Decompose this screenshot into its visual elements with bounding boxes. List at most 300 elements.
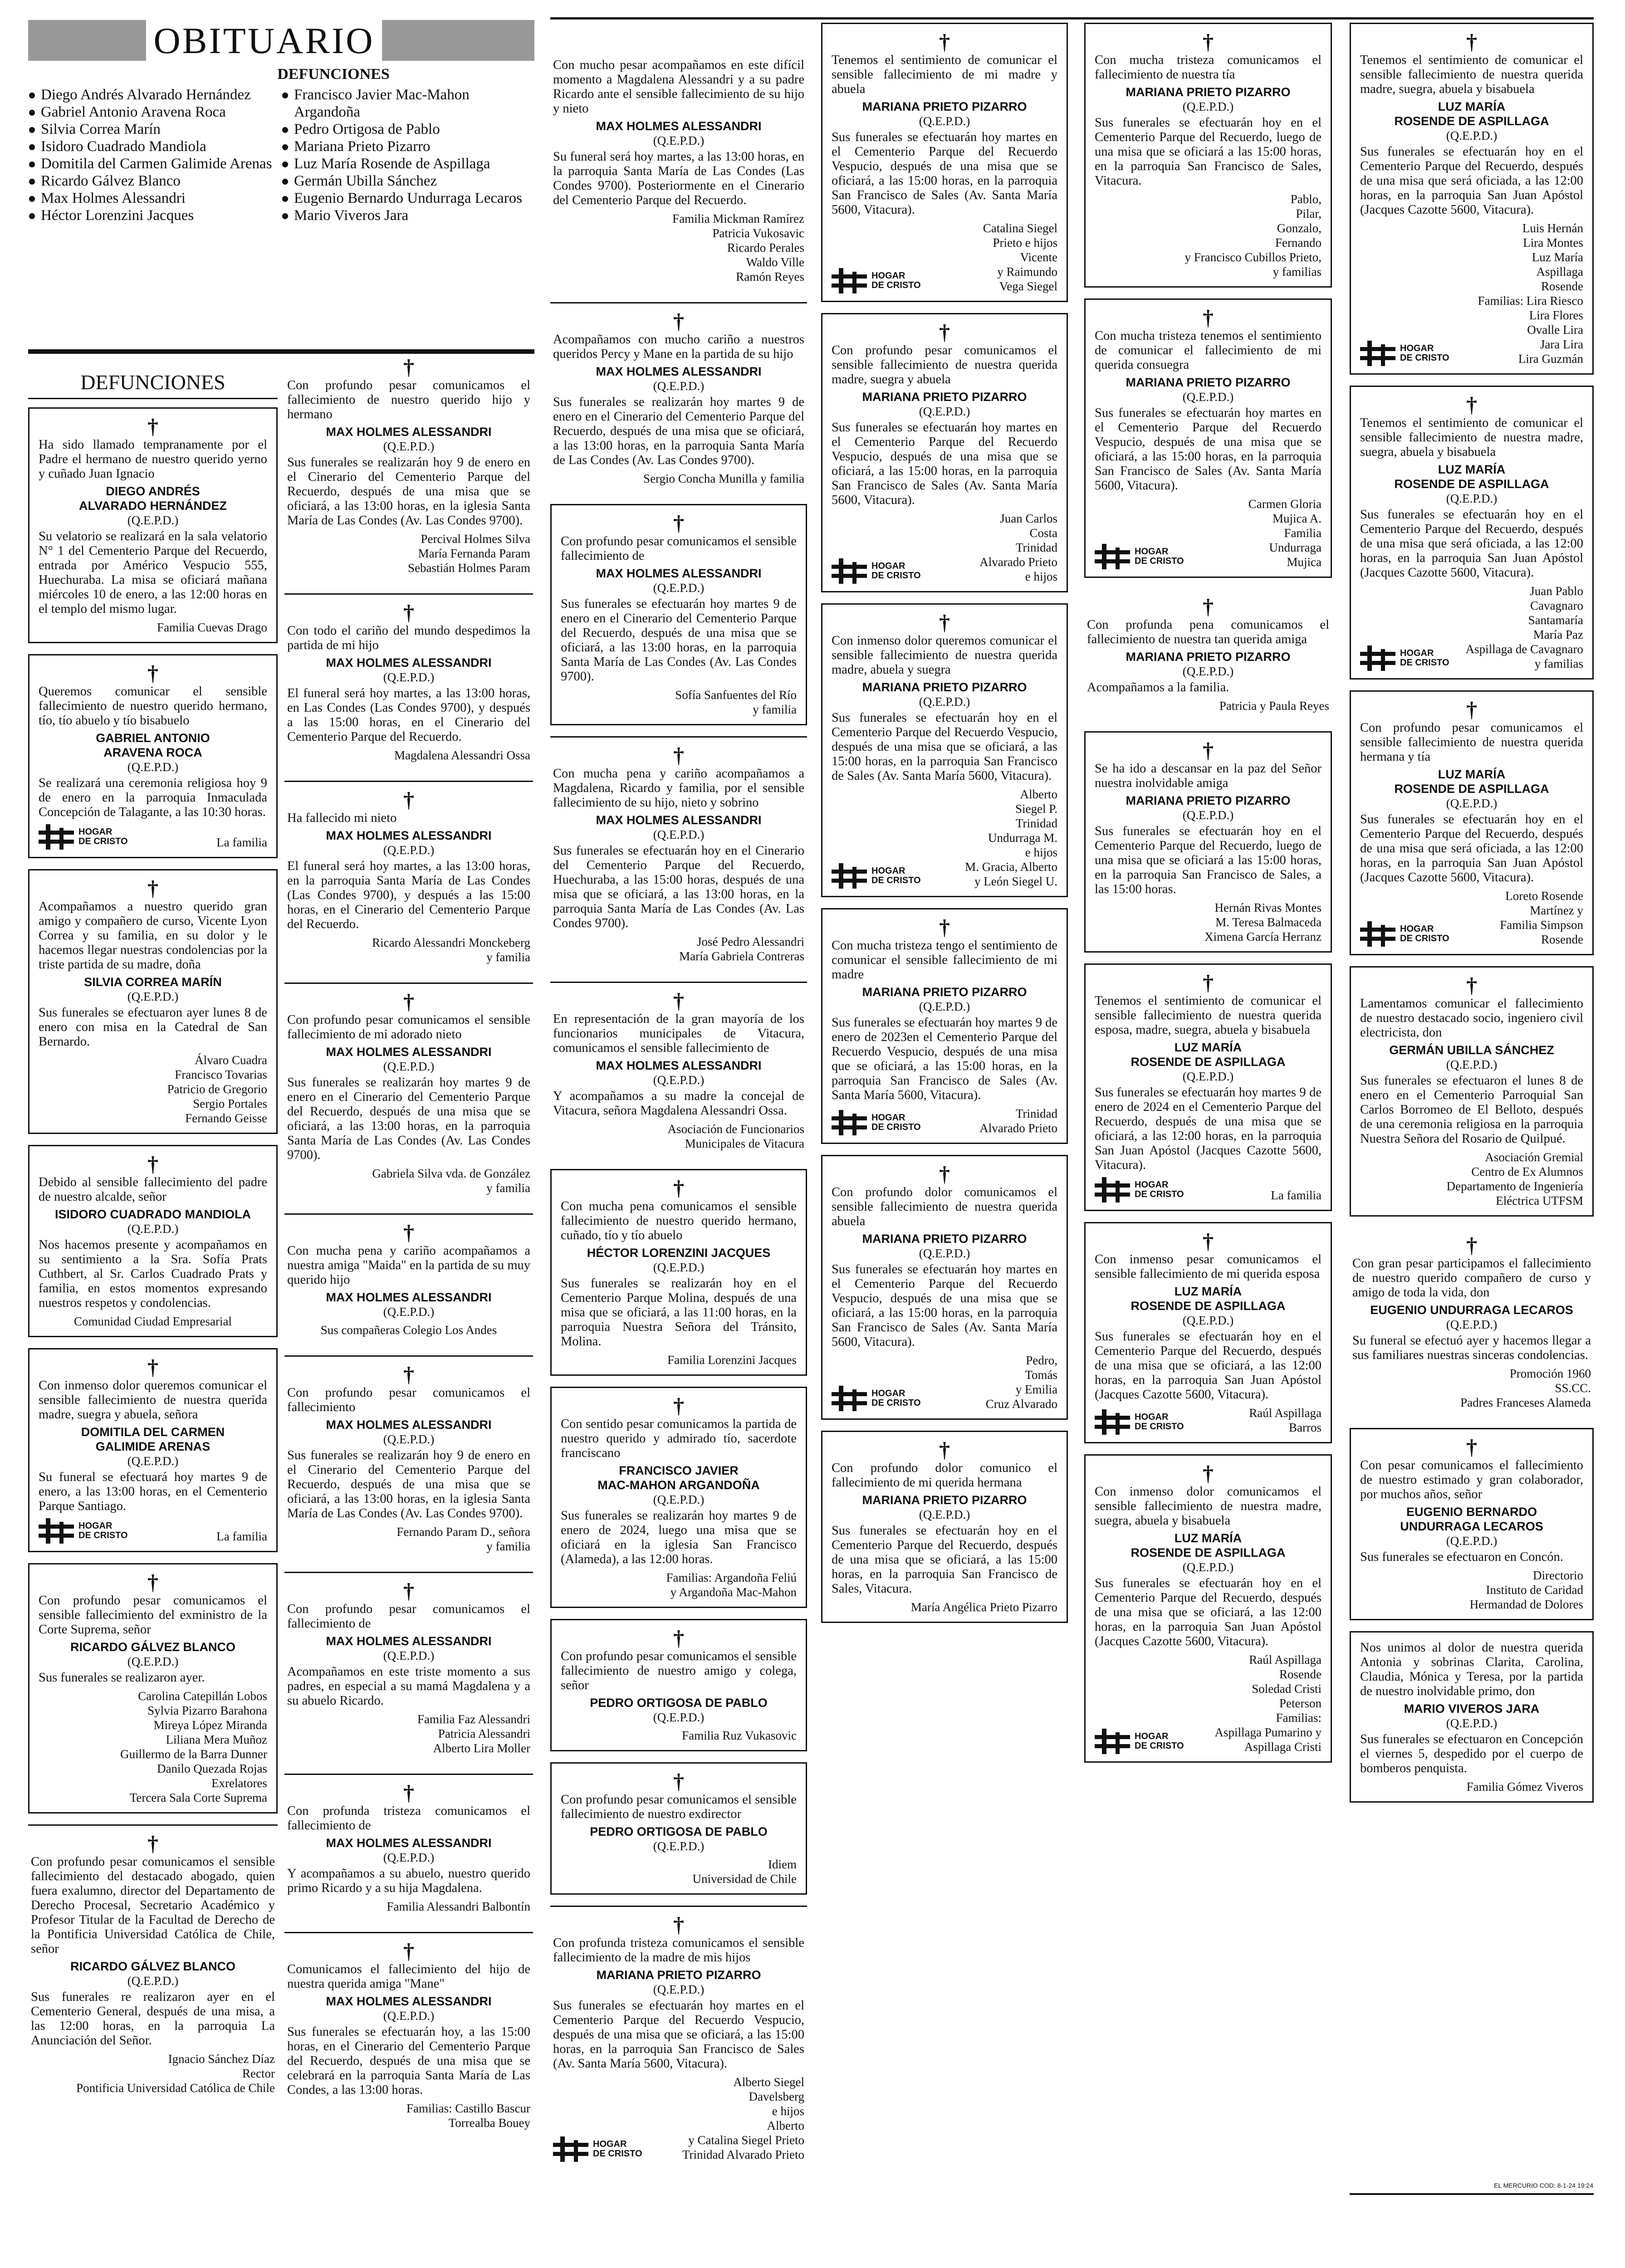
qepd-label: (Q.E.P.D.) <box>1446 1318 1498 1331</box>
notice-body: Sus funerales se efectuarán hoy martes en el Cementerio Parque del Recuerdo Vespucio, después de una misa que se oficiará, a las 15:00 horas, en la parroquia San Francisco de Sales (Av. Santa María 5600, Vitacura). <box>832 130 1057 217</box>
notice <box>550 504 807 725</box>
index-item: Pedro Ortigosa de Pablo <box>281 121 534 138</box>
notice <box>821 1431 1068 1623</box>
notice-intro: Tenemos el sentimiento de comunicar el sensible fallecimiento de nuestra madre, suegra, abuela y bisabuela <box>1360 416 1583 459</box>
notice <box>821 603 1068 897</box>
logo-line: DE CRISTO <box>78 1530 128 1540</box>
deceased-name: GERMÁN UBILLA SÁNCHEZ <box>1389 1043 1554 1057</box>
signature-line: Carmen Gloria <box>1248 497 1322 511</box>
logo-text <box>1135 1180 1184 1199</box>
deceased-name: ROSENDE DE ASPILLAGA <box>1394 477 1549 491</box>
index-item: Silvia Correa Marín <box>28 121 281 138</box>
qepd-label: (Q.E.P.D.) <box>1182 100 1234 113</box>
signature-line: Carolina Catepillán Lobos <box>138 1689 267 1703</box>
cross-icon: † <box>1466 973 1477 997</box>
signature-line: Familia Gómez Viveros <box>1466 1780 1583 1794</box>
hogar-de-cristo-logo <box>1095 544 1184 569</box>
notice-body: Acompañamos a la familia. <box>1087 680 1229 694</box>
notice <box>284 1213 533 1344</box>
signature-line: Centro de Ex Alumnos <box>1471 1165 1583 1178</box>
index-item: Mario Viveros Jara <box>281 207 534 224</box>
signature-line: Trinidad <box>1015 541 1057 554</box>
logo-line: HOGAR <box>78 1521 113 1531</box>
signature-line: Fernando <box>1275 236 1322 249</box>
hogar-de-cristo-icon <box>1095 544 1130 569</box>
signature-line: Hermandad de Dolores <box>1469 1598 1583 1611</box>
signature-line: Familias: Argandoña Feliú <box>666 1571 797 1584</box>
notice-intro: Con mucha tristeza tengo el sentimiento de comunicar el sensible fallecimiento de mi madre <box>832 938 1057 982</box>
hogar-de-cristo-logo <box>1095 1409 1184 1435</box>
logo-line: HOGAR <box>871 1388 905 1398</box>
signature-line: Pedro, <box>1026 1354 1057 1367</box>
notice <box>1084 963 1332 1211</box>
hogar-de-cristo-icon <box>832 1110 867 1135</box>
logo-line: HOGAR <box>1400 924 1434 934</box>
signature-line: Vicente <box>1020 250 1057 264</box>
signature-line: y familia <box>486 1540 530 1553</box>
deceased-name: MARIANA PRIETO PIZARRO <box>1126 85 1291 99</box>
notice-intro: Con inmenso dolor queremos comunicar el sensible fallecimiento de nuestra querida madre, abuela y suegra <box>832 634 1057 677</box>
notice-body: Sus funerales se realizarán hoy martes 9 de enero en el Cinerario del Cementerio Parque del Recuerdo, después de una misa que se oficiará, a las 13:00 horas, en la parroquia Santa María de Las Condes (Av. Las Condes 9700). <box>287 1075 530 1162</box>
deceased-name: MAX HOLMES ALESSANDRI <box>596 365 762 378</box>
cross-icon: † <box>403 1579 414 1603</box>
signature <box>287 1525 530 1554</box>
deceased-name: MARIANA PRIETO PIZARRO <box>862 985 1027 999</box>
notice <box>1084 1454 1332 1763</box>
column-6 <box>1350 23 1594 1813</box>
deceased-name: LUZ MARÍA <box>1438 463 1506 476</box>
deceased-name: FRANCISCO JAVIER <box>619 1464 739 1477</box>
deceased-name: MAX HOLMES ALESSANDRI <box>596 1059 762 1072</box>
cross-icon: † <box>939 1162 950 1186</box>
deceased-name: EUGENIO BERNARDO <box>1406 1505 1537 1519</box>
qepd-label: (Q.E.P.D.) <box>653 379 705 393</box>
signature-line: María Fernanda Param <box>418 547 530 560</box>
notice <box>550 982 807 1158</box>
signature-line: Familia Ruz Vukasovic <box>682 1729 797 1742</box>
qepd-label: (Q.E.P.D.) <box>127 513 179 527</box>
hogar-de-cristo-icon <box>1360 645 1395 671</box>
notice <box>1350 1227 1594 1417</box>
logo-line: DE CRISTO <box>871 280 921 290</box>
notice-intro: Queremos comunicar el sensible fallecimiento de nuestro querido hermano, tío, tío abuelo y tío bisabuelo <box>39 684 267 728</box>
cross-icon: † <box>939 611 950 635</box>
logo-line: DE CRISTO <box>1135 556 1184 566</box>
notice-body: Su funeral se efectuará hoy martes 9 de enero, a las 13:00 horas, en el Cementerio Parque Santiago. <box>39 1470 267 1513</box>
deceased-name: ROSENDE DE ASPILLAGA <box>1131 1546 1286 1559</box>
signature-line: y Catalina Siegel Prieto <box>688 2133 804 2147</box>
notice-body: Sus funerales se realizarán hoy martes 9 de enero de 2024, luego una misa que se oficiará en la iglesia San Francisco (Alameda), a las 12:00 horas. <box>561 1509 797 1566</box>
logo-text <box>1135 547 1184 566</box>
notice-intro: Tenemos el sentimiento de comunicar el sensible fallecimiento de mi madre y abuela <box>832 53 1057 96</box>
notice-intro: Con profundo pesar comunicamos el fallecimiento <box>287 1386 530 1414</box>
qepd-label: (Q.E.P.D.) <box>1446 797 1498 810</box>
signature-line: Instituto de Caridad <box>1486 1583 1583 1597</box>
hogar-de-cristo-icon <box>553 2136 588 2162</box>
cross-icon: † <box>403 990 414 1014</box>
logo-line: DE CRISTO <box>1135 1422 1184 1432</box>
signature-line: Catalina Siegel <box>983 221 1057 235</box>
logo-line: DE CRISTO <box>871 875 921 885</box>
qepd-label: (Q.E.P.D.) <box>653 1073 705 1087</box>
index-left <box>28 86 281 224</box>
logo-line: HOGAR <box>1135 1412 1169 1422</box>
qepd-label: (Q.E.P.D.) <box>383 843 435 857</box>
notice <box>284 1774 533 1921</box>
logo-line: HOGAR <box>1135 1731 1169 1741</box>
logo-line: HOGAR <box>871 1113 905 1123</box>
signature-line: Ricardo Alessandri Monckeberg <box>372 936 530 949</box>
signature <box>1095 192 1322 279</box>
signature-line: Idiem <box>768 1857 797 1871</box>
notice-body: Sus funerales se efectuarán hoy martes en el Cementerio Parque del Recuerdo Vespucio, después de una misa que se oficiará, a las 15:00 horas, en la parroquia San Francisco de Sales (Av. Santa María 5600, Vitacura). <box>553 1999 804 2071</box>
deceased-name: LUZ MARÍA <box>1174 1531 1242 1545</box>
signature-line: y Raimundo <box>997 265 1057 279</box>
signature-line: Luz María <box>1532 250 1583 264</box>
notice <box>821 908 1068 1144</box>
signature-line: Eléctrica UTFSM <box>1496 1194 1583 1207</box>
signature-line: Patricia Vukosavic <box>712 226 804 240</box>
signature-line: Raúl Aspillaga <box>1249 1406 1322 1420</box>
signature-line: y familia <box>486 950 530 964</box>
hogar-de-cristo-logo <box>832 268 921 293</box>
deceased-name: EUGENIO UNDURRAGA LECAROS <box>1370 1303 1573 1317</box>
notice <box>1084 589 1332 720</box>
hogar-de-cristo-icon <box>832 268 867 293</box>
index-item: Mariana Prieto Pizarro <box>281 138 534 155</box>
notice <box>28 1824 278 2102</box>
qepd-label: (Q.E.P.D.) <box>919 114 970 128</box>
index-item: Diego Andrés Alvarado Hernández <box>28 86 281 103</box>
signature-line: e hijos <box>772 2104 804 2118</box>
signature-line: Alvarado Prieto <box>979 1121 1057 1135</box>
deceased-name: MAX HOLMES ALESSANDRI <box>326 425 492 439</box>
signature <box>553 1122 804 1151</box>
signature <box>1449 584 1583 671</box>
notice-intro: Con profundo pesar comunicamos el sensible fallecimiento del destacado abogado, quien fuera exalumno, director del Departamento de Derecho Procesal, Secretario Académico y Profesor Titular de la Facultad de Derecho de la Pontificia Universidad Católica de Chile, señor <box>31 1855 275 1956</box>
cross-icon: † <box>147 1832 158 1856</box>
signature-line: Rosende <box>1541 933 1583 946</box>
signature-line: Loreto Rosende <box>1505 889 1583 903</box>
hogar-de-cristo-logo <box>832 863 921 889</box>
signature-line: Pontificia Universidad Católica de Chile <box>76 2081 275 2095</box>
hogar-de-cristo-icon <box>832 863 867 889</box>
signature-line: Familia Mickman Ramírez <box>672 212 804 225</box>
notice-body: Sus funerales se realizarán hoy en el Cementerio Parque Molina, después de una misa que se oficiará, a las 11:00 horas, en la parroquia Nuestra Señora del Tránsito, Molina. <box>561 1276 797 1349</box>
deceased-name: ROSENDE DE ASPILLAGA <box>1131 1299 1286 1313</box>
deceased-name: LUZ MARÍA <box>1174 1285 1242 1298</box>
notice <box>28 869 278 1134</box>
signature-line: SS.CC. <box>1555 1381 1591 1395</box>
notice-intro: Con inmenso dolor comunicamos el sensible fallecimiento de nuestra madre, suegra, abuela y bisabuela <box>1095 1485 1322 1528</box>
notice <box>821 1155 1068 1420</box>
signature-line: Padres Franceses Alameda <box>1460 1396 1591 1409</box>
notice-intro: Con profundo pesar comunicamos el sensible fallecimiento de nuestra querida hermana y tía <box>1360 721 1583 764</box>
notice <box>28 1348 278 1552</box>
deceased-name: MARIANA PRIETO PIZARRO <box>1126 794 1291 807</box>
notice <box>284 781 533 972</box>
notice-intro: Acompañamos a nuestro querido gran amigo y compañero de curso, Vicente Lyon Correa y su familia, en su dolor y le hacemos llegar nuestras condolencias por la triste partida de su madre, doña <box>39 899 267 972</box>
cross-icon: † <box>673 989 684 1013</box>
hogar-de-cristo-icon <box>1360 921 1395 947</box>
signature <box>561 1570 797 1599</box>
signature <box>287 1323 530 1337</box>
notice <box>550 1762 807 1895</box>
notice-body: Sus funerales se efectuarán hoy, a las 15:00 horas, en el Cinerario del Cementerio Parque del Recuerdo, después de una misa que se celebrará en la parroquia Santa María de Las Condes, a las 13:00 horas. <box>287 2025 530 2097</box>
column-1 <box>28 370 278 2113</box>
signature-line: y Francisco Cubillos Prieto, <box>1184 250 1322 264</box>
cross-icon: † <box>147 876 158 900</box>
notice-intro: Con mucha tristeza tenemos el sentimiento de comunicar el fallecimiento de mi querida consuegra <box>1095 329 1322 372</box>
notice-intro: Con profundo dolor comunico el fallecimiento de mi querida hermana <box>832 1461 1057 1490</box>
cross-icon: † <box>1466 1233 1477 1257</box>
signature-line: Exrelatores <box>211 1776 267 1790</box>
signature-line: Mujica <box>1287 555 1322 569</box>
deceased-name: RICARDO GÁLVEZ BLANCO <box>70 1640 235 1654</box>
index-item: Gabriel Antonio Aravena Roca <box>28 103 281 121</box>
notice <box>1084 23 1332 288</box>
notice-intro: Ha fallecido mi nieto <box>287 811 397 825</box>
signature <box>561 688 797 717</box>
deceased-name: ISIDORO CUADRADO MANDIOLA <box>55 1207 251 1221</box>
cross-icon: † <box>1203 306 1214 330</box>
notice-body: Sus funerales se realizarán hoy 9 de enero en el Cinerario del Cementerio Parque del Recuerdo, después de una misa que se oficiará, a las 13:00 horas, en la iglesia Santa María de Las Condes (Av. Las Condes 9700). <box>287 455 530 528</box>
cross-icon: † <box>403 1363 414 1387</box>
logo-text <box>593 2140 642 2159</box>
signature-line: Patricia Alessandri <box>438 1727 530 1740</box>
signature <box>553 211 804 284</box>
deceased-name: ALVARADO HERNÁNDEZ <box>79 499 227 513</box>
notice-intro: Con sentido pesar comunicamos la partida de nuestro querido y admirado tío, sacerdote franciscano <box>561 1417 797 1460</box>
notice-body: Nos hacemos presente y acompañamos en su sentimiento a la Sra. Sofía Prats Cuthbert, al Sr. Carlos Cuadrado Prats y familia, en estos momentos expresando nuestros respetos y condolencias. <box>39 1238 267 1310</box>
signature-line: Sofía Sanfuentes del Río <box>675 688 797 702</box>
signature-line: Tercera Sala Corte Suprema <box>129 1791 267 1804</box>
deceased-name: MAX HOLMES ALESSANDRI <box>596 813 762 827</box>
qepd-label: (Q.E.P.D.) <box>383 670 435 684</box>
signature-line: La familia <box>216 1530 267 1543</box>
signature <box>642 2075 804 2162</box>
signature-line: Francisco Tovarias <box>175 1068 267 1081</box>
qepd-label: (Q.E.P.D.) <box>383 2009 435 2023</box>
notice-body: Sus funerales se efectuaron ayer lunes 8 de enero con misa en la Catedral de San Bernardo. <box>39 1006 267 1049</box>
notice <box>284 1572 533 1763</box>
deceased-name: MAC-MAHON ARGANDOÑA <box>597 1478 760 1492</box>
logo-line: DE CRISTO <box>78 836 128 846</box>
logo-line: HOGAR <box>78 827 113 837</box>
qepd-label: (Q.E.P.D.) <box>1182 390 1234 404</box>
qepd-label: (Q.E.P.D.) <box>919 1000 970 1013</box>
qepd-label: (Q.E.P.D.) <box>127 760 179 774</box>
notice-intro: Con mucha pena y cariño acompañamos a Magdalena, Ricardo y familia, por el sensible fallecimiento de su hijo, nieto y sobrino <box>553 767 804 810</box>
deceased-name: MAX HOLMES ALESSANDRI <box>326 1634 492 1648</box>
signature-line: Aspillaga Cristi <box>1244 1740 1322 1754</box>
notice <box>821 313 1068 592</box>
signature-line: y familia <box>486 1181 530 1195</box>
signature-row <box>1360 885 1583 947</box>
qepd-label: (Q.E.P.D.) <box>653 1839 705 1853</box>
cross-icon: † <box>1466 393 1477 417</box>
signature-line: Aspillaga <box>1536 265 1583 279</box>
cross-icon: † <box>673 1626 684 1650</box>
notice-intro: Con profundo pesar comunicamos el fallecimiento de <box>287 1602 530 1631</box>
notice <box>1350 386 1594 679</box>
notice-body: Sus funerales se efectuarán hoy martes 9 de enero de 2023en el Cementerio Parque del Recuerdo Vespucio, después de una misa que se oficiará, a las 15:00 horas, en la parroquia San Francisco de Sales (Av. Santa María 5600, Vitacura). <box>832 1016 1057 1102</box>
logo-line: HOGAR <box>593 2139 627 2149</box>
notice-body: Sus funerales se efectuaron en Concepción el viernes 5, despedido por el cuerpo de bomberos penquista. <box>1360 1732 1583 1775</box>
signature-line: Familias: <box>1276 1711 1322 1725</box>
signature-line: Ximena García Herranz <box>1204 930 1322 943</box>
notice-body: Sus funerales se efectuarán hoy en el Cementerio Parque del Recuerdo, luego de una misa que se oficiará a las 15:00 horas, en la parroquia San Francisco de Sales, a las 15:00 horas. <box>1095 824 1322 896</box>
index-item: Francisco Javier Mac-Mahon Argandoña <box>281 86 534 121</box>
signature-line: Cruz Alvarado <box>985 1397 1057 1411</box>
qepd-label: (Q.E.P.D.) <box>653 1493 705 1506</box>
notice <box>1350 1428 1594 1620</box>
signature-line: Familias: Lira Riesco <box>1478 294 1583 308</box>
signature <box>128 835 267 850</box>
signature <box>921 1353 1057 1411</box>
index-item: Germán Ubilla Sánchez <box>281 172 534 190</box>
cross-icon: † <box>403 788 414 812</box>
signature-line: Rosende <box>1541 279 1583 293</box>
signature-line: Familias: Castillo Bascur <box>406 2102 530 2115</box>
signature-row <box>1360 580 1583 671</box>
cross-icon: † <box>673 1176 684 1200</box>
signature-line: Pablo, <box>1290 192 1322 206</box>
notice-body: Su velatorio se realizará en la sala velatorio N° 1 del Cementerio Parque del Recuerdo, entrada por Américo Vespucio 555, Huechuraba. La misa se oficiará mañana miércoles 10 de enero, a las 12:00 horas en el templo del mismo lugar. <box>39 529 267 616</box>
qepd-label: (Q.E.P.D.) <box>383 1305 435 1319</box>
deceased-name: PEDRO ORTIGOSA DE PABLO <box>590 1696 768 1710</box>
qepd-label: (Q.E.P.D.) <box>1446 1716 1498 1730</box>
signature-line: Sylvia Pizarro Barahona <box>147 1704 267 1717</box>
cross-icon: † <box>1466 1435 1477 1459</box>
logo-text <box>871 1389 921 1408</box>
cross-icon: † <box>403 355 414 379</box>
hogar-de-cristo-icon <box>1095 1409 1130 1435</box>
index-item: Héctor Lorenzini Jacques <box>28 207 281 224</box>
signature <box>1087 699 1329 713</box>
notice-intro: Con profundo pesar comunicamos el sensible fallecimiento de <box>561 534 797 563</box>
logo-text <box>871 271 921 290</box>
cross-icon: † <box>939 1438 950 1462</box>
signature <box>561 1728 797 1743</box>
cross-icon: † <box>403 1781 414 1805</box>
hogar-de-cristo-logo <box>1360 645 1449 671</box>
deceased-name: MAX HOLMES ALESSANDRI <box>596 119 762 133</box>
cross-icon: † <box>1203 1461 1214 1486</box>
signature-line: Fernando Param D., señora <box>396 1525 530 1539</box>
signature-line: y familias <box>1273 265 1322 279</box>
notice <box>550 50 807 291</box>
signature-row <box>1095 1173 1322 1202</box>
hogar-de-cristo-logo <box>1360 921 1449 947</box>
signature-line: Lira Guzmán <box>1518 352 1583 366</box>
signature-row <box>39 820 267 850</box>
signature <box>1184 1652 1322 1754</box>
title-bar <box>28 20 534 61</box>
notice-body: Sus funerales se efectuarán hoy martes en el Cementerio Parque del Recuerdo Vespucio, después de una misa que se oficiará, a las 15:00 horas, en la parroquia San Francisco de Sales (Av. Santa María 5600, Vitacura). <box>832 1262 1057 1349</box>
cross-icon: † <box>673 511 684 535</box>
logo-line: HOGAR <box>1400 648 1434 658</box>
bottom-rule <box>1350 2193 1594 2195</box>
notice <box>550 1387 807 1608</box>
notice <box>284 593 533 770</box>
qepd-label: (Q.E.P.D.) <box>383 440 435 453</box>
masthead <box>28 20 534 224</box>
index-item: Domitila del Carmen Galimide Arenas <box>28 155 281 172</box>
footer-code: EL MERCURIO COD: 8-1-24 19:24 <box>1494 2182 1593 2189</box>
deceased-name: MAX HOLMES ALESSANDRI <box>326 1290 492 1304</box>
signature-line: José Pedro Alessandri <box>697 935 804 948</box>
notice-body: Sus funerales se efectuarán hoy en el Cementerio Parque del Recuerdo, después de una misa que será oficiada, a las 12:00 horas, en la parroquia San Juan Apóstol (Jacques Cazotte 5600, Vitacura). <box>1360 145 1583 217</box>
notice <box>1084 731 1332 953</box>
signature-line: Ricardo Perales <box>727 241 804 254</box>
notice <box>1350 966 1594 1217</box>
qepd-label: (Q.E.P.D.) <box>383 1649 435 1662</box>
signature-line: Aspillaga Pumarino y <box>1214 1725 1322 1739</box>
notice-intro: Tenemos el sentimiento de comunicar el sensible fallecimiento de nuestra querida esposa, madre, suegra, abuela y bisabuela <box>1095 994 1322 1037</box>
notice-intro: Con profundo pesar comunicamos el sensible fallecimiento de nuestra querida madre, suegra y abuela <box>832 343 1057 386</box>
logo-line: DE CRISTO <box>593 2149 642 2159</box>
signature-row <box>39 1514 267 1544</box>
logo-text <box>871 562 921 581</box>
signature-line: Alvarado Prieto <box>979 555 1057 569</box>
signature-row <box>832 217 1057 293</box>
hogar-de-cristo-icon <box>1095 1729 1130 1754</box>
qepd-label: (Q.E.P.D.) <box>1182 1070 1234 1083</box>
deceased-name: MAX HOLMES ALESSANDRI <box>326 1836 492 1850</box>
notice <box>284 1355 533 1561</box>
cross-icon: † <box>403 601 414 625</box>
qepd-label: (Q.E.P.D.) <box>919 695 970 709</box>
notice-body: Sus funerales se efectuarán hoy en el Cinerario del Cementerio Parque del Recuerdo, Huechuraba, a las 15:00 horas, después de una misa que se oficiará, a las 13:00 horas, en la parroquia Santa María de Las Condes (Av. Las Condes 9700). <box>553 844 804 930</box>
notice-body: Su funeral se efectuó ayer y hacemos llegar a sus familiares nuestras sinceras condolencias. <box>1352 1334 1591 1362</box>
notice-intro: Con mucho pesar acompañamos en este difícil momento a Magdalena Alessandri y a su padre Ricardo ante el sensible fallecimiento de su hijo y nieto <box>553 58 804 116</box>
signature <box>1449 221 1583 366</box>
signature-line: Alberto <box>1020 787 1057 801</box>
signature-line: Asociación de Funcionarios <box>667 1122 804 1136</box>
signature-line: Patricia y Paula Reyes <box>1219 699 1329 713</box>
signature-row <box>832 1103 1057 1135</box>
notice-body: Sus funerales se efectuarán hoy en el Cementerio Parque del Recuerdo, después de una misa que se oficiará, a las 15:00 horas, en la parroquia San Francisco de Sales, Vitacura. <box>832 1524 1057 1596</box>
signature-line: Sus compañeras Colegio Los Andes <box>320 1323 497 1337</box>
index-item: Ricardo Gálvez Blanco <box>28 172 281 190</box>
notice <box>1350 1631 1594 1803</box>
cross-icon: † <box>673 1394 684 1418</box>
signature-line: María Angélica Prieto Pizarro <box>910 1600 1057 1614</box>
notice-body: Sus funerales se efectuarán hoy en el Cementerio Parque del Recuerdo Vespucio, después de una misa que se oficiará, a las 15:00 horas, en la parroquia San Francisco de Sales (Av. Santa María 5600, Vitacura). <box>832 711 1057 783</box>
deceased-name: MARIANA PRIETO PIZARRO <box>862 1493 1027 1507</box>
notice-body: Sus funerales se efectuarán hoy en el Cementerio Parque del Recuerdo, luego de una misa que se oficiará a las 15:00 horas, en la parroquia San Francisco de Sales, Vitacura. <box>1095 116 1322 188</box>
notice-intro: Con profunda tristeza comunicamos el sensible fallecimiento de la madre de mis hijos <box>553 1936 804 1965</box>
notice-body: El funeral será hoy martes, a las 13:00 horas, en Las Condes (Las Condes 9700), y después a las 15:00 horas, en el Cinerario del Cementerio Parque del Recuerdo. <box>287 686 530 744</box>
notice-intro: Con profundo pesar comunicamos el sensible fallecimiento de mi adorado nieto <box>287 1013 530 1041</box>
signature <box>287 1899 530 1914</box>
signature-line: Gonzalo, <box>1277 221 1322 235</box>
hogar-de-cristo-logo <box>39 824 128 850</box>
notice <box>1350 690 1594 955</box>
signature <box>921 221 1057 293</box>
notice <box>284 1932 533 2137</box>
deceased-name: HÉCTOR LORENZINI JACQUES <box>587 1246 771 1260</box>
notice-body: Sus funerales se efectuaron en Concón. <box>1360 1550 1563 1564</box>
section-title: DEFUNCIONES <box>28 370 278 399</box>
qepd-label: (Q.E.P.D.) <box>653 134 705 147</box>
signature <box>921 787 1057 889</box>
signature <box>1360 1568 1583 1612</box>
logo-text <box>78 1521 128 1540</box>
notice-body: Sus funerales re realizaron ayer en el Cementerio General, después de una misa, a las 12:00 horas, en la parroquia La Anunciación del Señor. <box>31 1990 275 2048</box>
signature-line: Municipales de Vitacura <box>685 1137 804 1150</box>
